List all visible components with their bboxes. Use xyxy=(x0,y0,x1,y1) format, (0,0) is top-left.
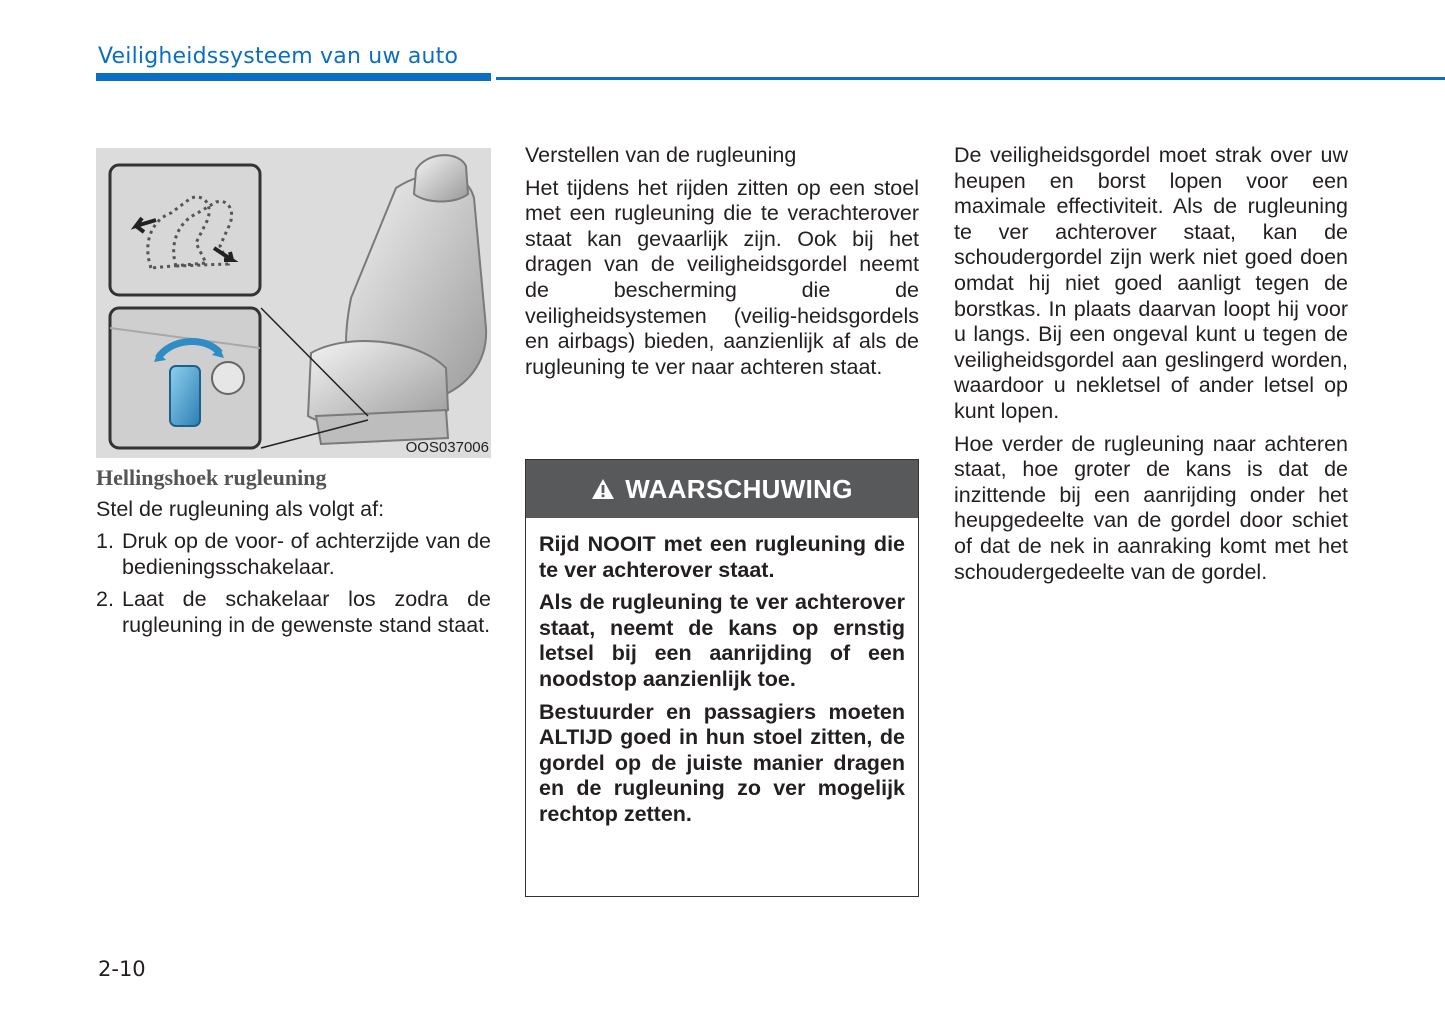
warning-title: WAARSCHUWING xyxy=(625,473,853,504)
warning-header xyxy=(526,460,918,518)
step-number: 1. xyxy=(96,529,114,554)
list-item xyxy=(96,529,491,580)
list-item xyxy=(96,587,491,638)
page-number: 2-10 xyxy=(98,957,146,981)
seat-recline-figure xyxy=(96,148,491,458)
body-paragraph: De veiligheidsgordel moet strak over uw heupen en borst lopen voor een maximale effectiviteit. Als de rugleuning te ver achterover staat, kan de schoudergordel zijn werk niet goed doen omdat hij niet goed aanligt tegen de borstkas. In plaats daarvan loopt hij voor u langs. Bij een ongeval kunt u tegen de veiligheidsgordel aan geslingerd worden, waardoor u nekletsel of ander letsel op kunt lopen. xyxy=(954,143,1348,423)
figure-code: OOS037006 xyxy=(405,439,489,456)
warning-paragraph: Als de rugleuning te ver achterover staat, neemt de kans op ernstig letsel bij een aanrijding of een noodstop aanzienlijk toe. xyxy=(539,590,905,691)
step-text: Laat de schakelaar los zodra de rugleuning in de gewenste stand staat. xyxy=(122,587,491,637)
seat-recline-illustration xyxy=(96,148,491,458)
subheading: Hellingshoek rugleuning xyxy=(96,465,327,490)
column-right xyxy=(954,143,1348,585)
column-middle xyxy=(525,143,919,380)
section-heading: Verstellen van de rugleuning xyxy=(525,143,797,167)
step-text: Druk op de voor- of achterzijde van de bedieningsschakelaar. xyxy=(122,529,491,579)
steps-list xyxy=(96,529,491,638)
warning-box xyxy=(525,459,919,897)
header-rule-thin xyxy=(496,77,1445,80)
body-paragraph: Het tijdens het rijden zitten op een stoel met een rugleuning die te verachterover staat kan gevaarlijk zijn. Ook bij het dragen van de veiligheidsgordel neemt de bescherming die de veiligheidsystemen (veilig-heidsgordels en airbags) bieden, aanzienlijk af als de rugleuning te ver naar achteren staat. xyxy=(525,175,919,379)
warning-paragraph: Bestuurder en passagiers moeten ALTIJD goed in hun stoel zitten, de gordel op de juiste manier dragen en de rugleuning zo ver mogelijk rechtop zetten. xyxy=(539,699,905,826)
warning-body xyxy=(526,518,918,828)
warning-triangle-icon xyxy=(591,478,615,500)
section-title: Veiligheidssysteem van uw auto xyxy=(98,44,459,69)
step-number: 2. xyxy=(96,587,114,612)
column-left xyxy=(96,465,491,646)
intro-text: Stel de rugleuning als volgt af: xyxy=(96,496,385,521)
body-paragraph: Hoe verder de rugleuning naar achteren staat, hoe groter de kans is dat de inzittende bij een aanrijding onder het heupgedeelte van de gordel door schiet of dat de nek in aanraking komt met het schoudergedeelte van de gordel. xyxy=(954,431,1348,584)
header-rule-thick xyxy=(96,73,491,81)
warning-paragraph: Rijd NOOIT met een rugleuning die te ver achterover staat. xyxy=(539,532,905,582)
